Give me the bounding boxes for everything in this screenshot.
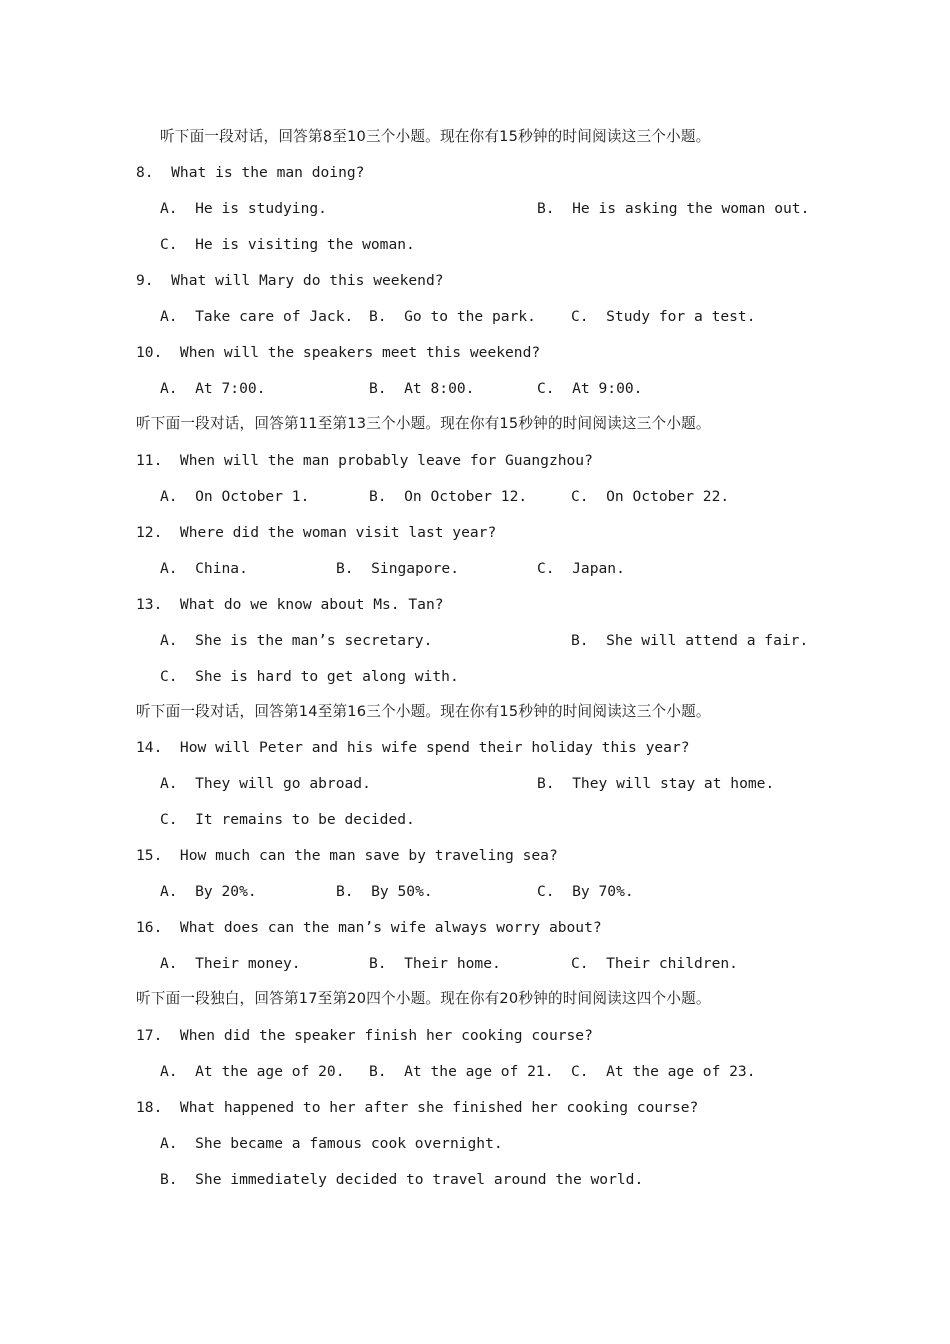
section-instruction: 听下面一段独白，回答第17至第20四个小题。现在你有20秒钟的时间阅读这四个小题。: [136, 990, 711, 1007]
answer-option: C. At the age of 23.: [571, 1063, 756, 1080]
question-stem: 14. How will Peter and his wife spend their holiday this year?: [136, 739, 690, 756]
answer-option: B. She immediately decided to travel around the world.: [160, 1171, 644, 1188]
answer-option: C. At 9:00.: [537, 380, 643, 397]
answer-option: C. Japan.: [537, 560, 625, 577]
answer-option: A. By 20%.: [160, 883, 257, 900]
answer-option: A. At the age of 20.: [160, 1063, 345, 1080]
section-instruction: 听下面一段对话，回答第14至第16三个小题。现在你有15秒钟的时间阅读这三个小题。: [136, 703, 711, 720]
answer-option: B. They will stay at home.: [537, 775, 775, 792]
answer-option: C. By 70%.: [537, 883, 634, 900]
answer-option: A. China.: [160, 560, 248, 577]
answer-option: B. She will attend a fair.: [571, 632, 809, 649]
answer-option: B. Their home.: [369, 955, 501, 972]
answer-option: B. By 50%.: [336, 883, 433, 900]
question-stem: 18. What happened to her after she finished her cooking course?: [136, 1099, 699, 1116]
question-stem: 16. What does can the man’s wife always worry about?: [136, 919, 602, 936]
answer-option: C. She is hard to get along with.: [160, 668, 459, 685]
answer-option: C. Study for a test.: [571, 308, 756, 325]
question-stem: 15. How much can the man save by traveling sea?: [136, 847, 558, 864]
answer-option: A. At 7:00.: [160, 380, 266, 397]
answer-option: A. He is studying.: [160, 200, 327, 217]
question-stem: 8. What is the man doing?: [136, 164, 365, 181]
answer-option: B. At the age of 21.: [369, 1063, 554, 1080]
section-instruction: 听下面一段对话，回答第11至第13三个小题。现在你有15秒钟的时间阅读这三个小题。: [136, 415, 711, 432]
answer-option: A. They will go abroad.: [160, 775, 371, 792]
answer-option: A. On October 1.: [160, 488, 310, 505]
question-stem: 11. When will the man probably leave for Guangzhou?: [136, 452, 593, 469]
answer-option: A. Take care of Jack.: [160, 308, 354, 325]
answer-option: C. Their children.: [571, 955, 738, 972]
answer-option: C. On October 22.: [571, 488, 730, 505]
answer-option: C. It remains to be decided.: [160, 811, 415, 828]
question-stem: 13. What do we know about Ms. Tan?: [136, 596, 444, 613]
answer-option: A. She is the man’s secretary.: [160, 632, 433, 649]
answer-option: B. He is asking the woman out.: [537, 200, 810, 217]
question-stem: 10. When will the speakers meet this weekend?: [136, 344, 541, 361]
answer-option: B. Go to the park.: [369, 308, 536, 325]
answer-option: C. He is visiting the woman.: [160, 236, 415, 253]
answer-option: B. Singapore.: [336, 560, 460, 577]
answer-option: A. She became a famous cook overnight.: [160, 1135, 503, 1152]
question-stem: 17. When did the speaker finish her cooking course?: [136, 1027, 593, 1044]
answer-option: B. On October 12.: [369, 488, 528, 505]
question-stem: 9. What will Mary do this weekend?: [136, 272, 444, 289]
section-instruction: 听下面一段对话，回答第8至10三个小题。现在你有15秒钟的时间阅读这三个小题。: [160, 128, 711, 145]
answer-option: B. At 8:00.: [369, 380, 475, 397]
answer-option: A. Their money.: [160, 955, 301, 972]
question-stem: 12. Where did the woman visit last year?: [136, 524, 497, 541]
